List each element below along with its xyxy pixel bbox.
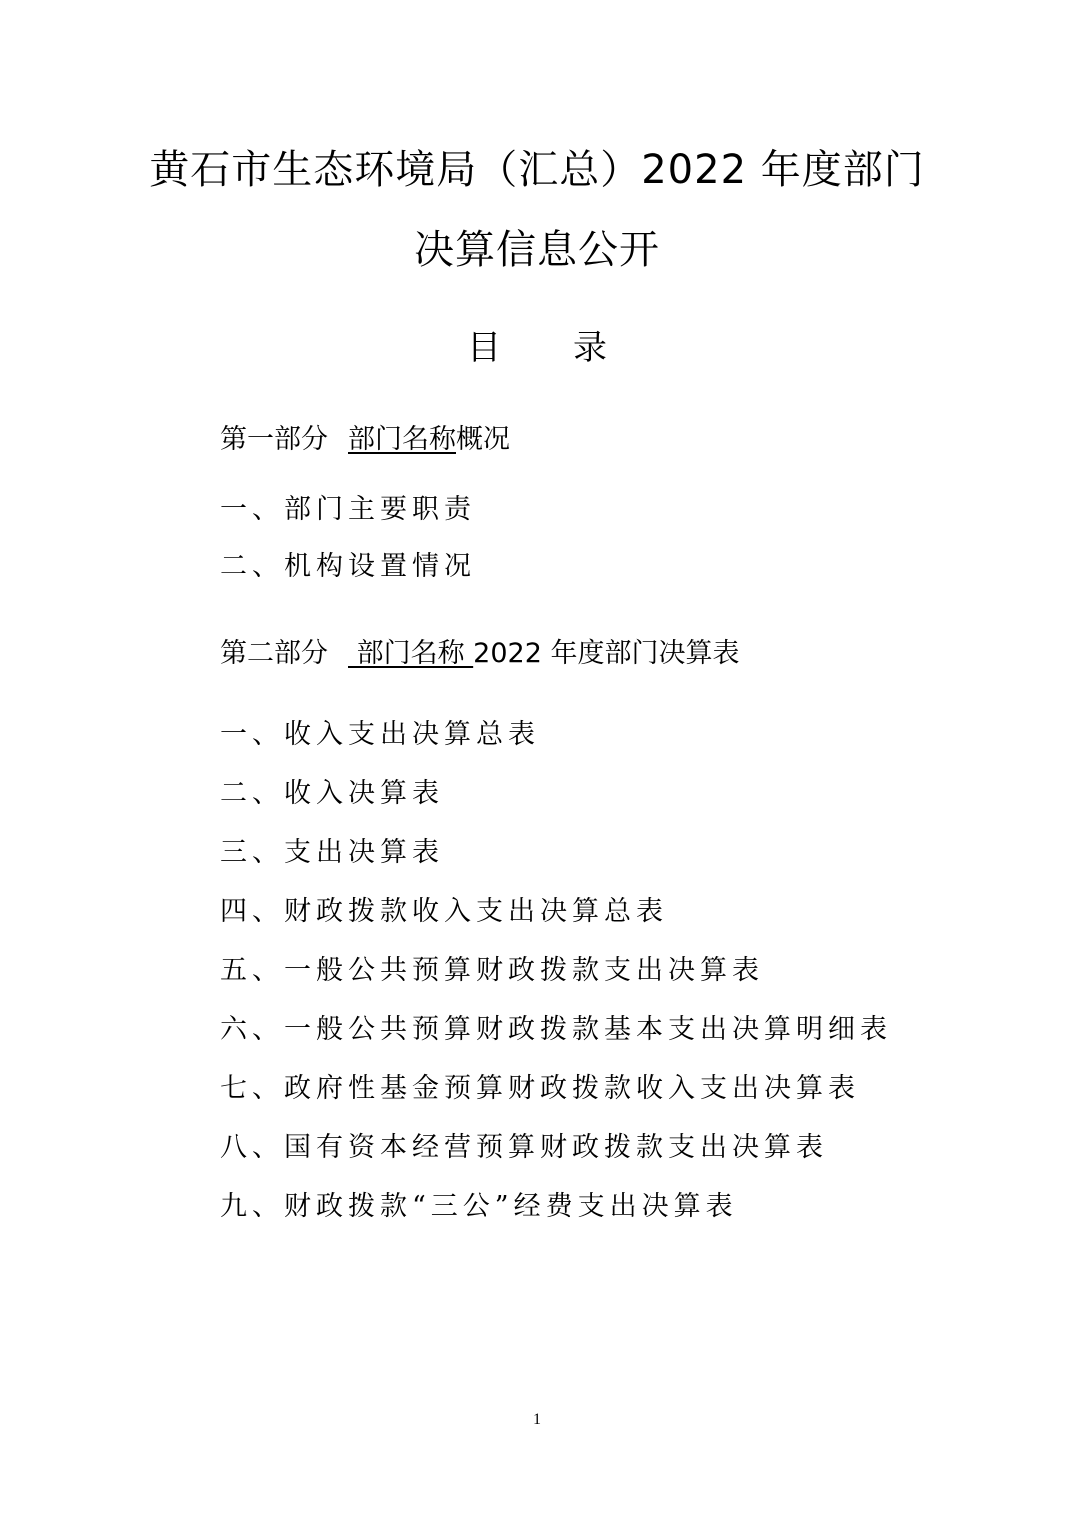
toc-heading-left: 目	[467, 328, 501, 368]
part1-label: 第一部分	[220, 424, 328, 455]
part2-heading	[220, 636, 739, 672]
part2-item: 二、收入决算表	[220, 778, 444, 809]
document-title-line-1: 黄石市生态环境局（汇总）2022 年度部门	[149, 147, 925, 193]
part1-suffix: 概况	[456, 424, 510, 455]
part2-item: 四、财政拨款收入支出决算总表	[220, 896, 668, 927]
part2-dept-name: 部门名称	[348, 638, 474, 669]
part2-item: 五、一般公共预算财政拨款支出决算表	[220, 955, 764, 986]
part1-dept-name: 部门名称	[348, 424, 456, 455]
part1-item: 二、机构设置情况	[220, 551, 476, 582]
part2-item: 三、支出决算表	[220, 837, 444, 868]
toc-heading-right: 录	[573, 328, 607, 368]
part2-item: 六、一般公共预算财政拨款基本支出决算明细表	[220, 1014, 892, 1045]
part2-item: 一、收入支出决算总表	[220, 719, 540, 750]
part2-item: 八、国有资本经营预算财政拨款支出决算表	[220, 1132, 828, 1163]
part2-label: 第二部分	[220, 638, 328, 669]
part2-item: 七、政府性基金预算财政拨款收入支出决算表	[220, 1073, 860, 1104]
page-number: 1	[533, 1411, 541, 1428]
part1-item: 一、部门主要职责	[220, 494, 476, 525]
part2-suffix: 2022 年度部门决算表	[473, 638, 740, 669]
part2-item: 九、财政拨款“三公”经费支出决算表	[220, 1191, 738, 1222]
document-title-line-2: 决算信息公开	[414, 227, 660, 273]
part1-heading	[220, 422, 510, 458]
toc-heading	[0, 326, 1074, 370]
